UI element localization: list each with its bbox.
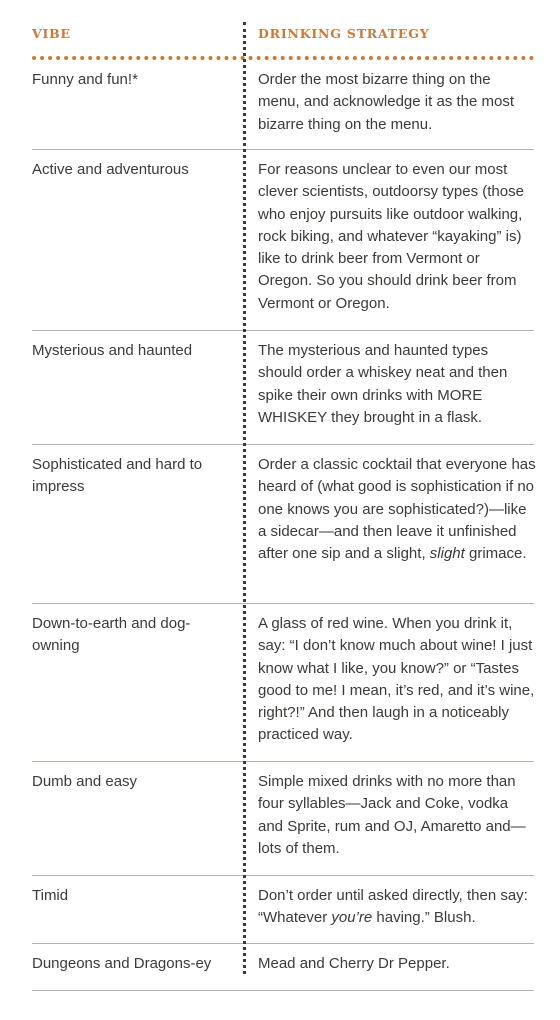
table-row	[32, 762, 534, 876]
strategy-cell	[258, 885, 536, 930]
vibe-cell: Sophisticated and hard to impress	[32, 456, 203, 496]
strategy-cell: Mead and Cherry Dr Pepper.	[258, 955, 450, 972]
table-row	[32, 60, 534, 150]
column-divider	[243, 22, 246, 974]
strategy-cell: Simple mixed drinks with no more than four syllables—Jack and Coke, vodka and Sprite, rum and OJ, Amaretto and—lots of them.	[258, 773, 526, 857]
strategy-text: grimace.	[464, 545, 527, 563]
vibe-cell: Timid	[32, 887, 69, 904]
table-row	[32, 331, 534, 445]
strategy-emphasis: slight	[429, 545, 465, 563]
strategy-cell: Order the most bizarre thing on the menu, and acknowledge it as the most bizarre thing on the menu.	[258, 71, 514, 133]
table-row	[32, 604, 534, 762]
vibe-cell: Mysterious and haunted	[32, 342, 193, 359]
table-header	[32, 0, 534, 60]
strategy-column-header: DRINKING STRATEGY	[258, 26, 430, 41]
strategy-text: having.” Blush.	[372, 909, 476, 927]
table-row	[32, 150, 534, 331]
strategy-cell: A glass of red wine. When you drink it, say: “I don’t know much about wine! I just know what I like, you know?” or “Tastes good to me! I mean, it’s red, and it’s wine, right?!” And then laugh in a noticeably practiced way.	[258, 615, 535, 744]
table-row	[32, 876, 534, 944]
table-row	[32, 944, 534, 991]
vibe-cell: Dungeons and Dragons-ey	[32, 955, 212, 972]
strategy-cell: The mysterious and haunted types should order a whiskey neat and then spike their own drinks with MORE WHISKEY they brought in a flask.	[258, 342, 508, 426]
table-row	[32, 445, 534, 604]
strategy-emphasis: you’re	[331, 909, 373, 927]
strategy-text: Don’t order until asked directly, then say: “Whatever	[258, 887, 528, 927]
strategy-text: Order a classic cocktail that everyone has heard of (what good is sophistication if no one knows you are sophisticated?)—like a sidecar—and then leave it unfinished after one sip and a slight,	[258, 456, 536, 563]
vibe-cell: Active and adventurous	[32, 161, 189, 178]
vibe-cell: Funny and fun!*	[32, 71, 138, 88]
vibe-column-header: VIBE	[32, 26, 71, 41]
vibe-cell: Dumb and easy	[32, 773, 138, 790]
strategy-cell: For reasons unclear to even our most clever scientists, outdoorsy types (those who enjoy pursuits like outdoor walking, rock biking, and whatever “kayaking” is) like to drink beer from Vermont or Oregon. So you should drink beer from Vermont or Oregon.	[258, 161, 524, 312]
strategy-cell	[258, 454, 536, 565]
vibe-strategy-table	[32, 0, 534, 991]
vibe-cell: Down-to-earth and dog-owning	[32, 615, 191, 655]
